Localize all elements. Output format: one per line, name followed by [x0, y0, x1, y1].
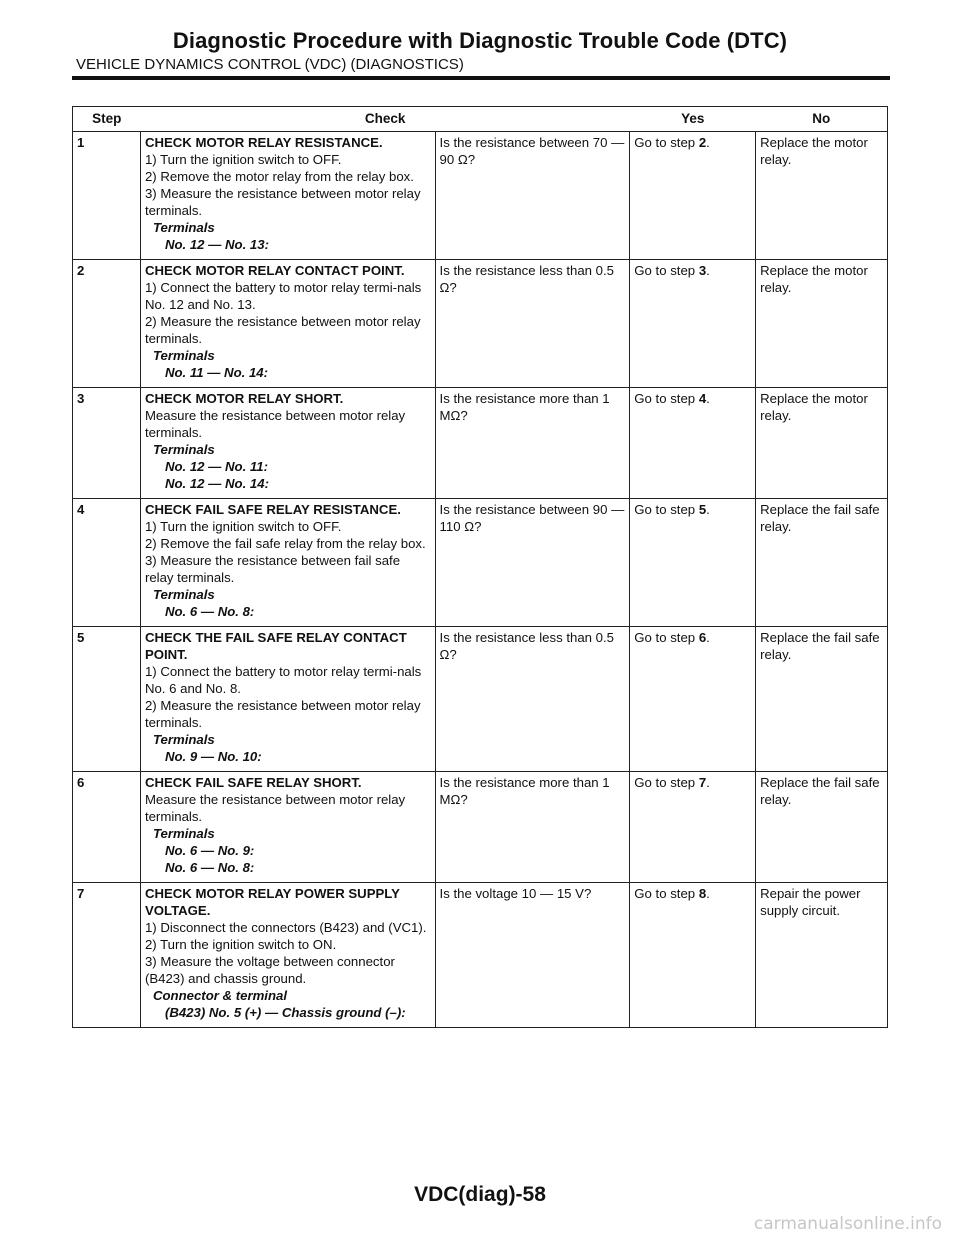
step-instruction: 2) Measure the resistance between motor relay terminals.	[144, 698, 421, 730]
terminal-pair: (B423) No. 5 (+) — Chassis ground (–):	[164, 1005, 406, 1020]
yes-suffix: .	[706, 135, 710, 150]
next-step-number: 4	[698, 391, 707, 406]
next-step-number: 5	[698, 502, 707, 517]
step-number-cell	[73, 388, 141, 499]
check-cell: Is the resistance between 90 — 110 Ω?	[435, 499, 630, 627]
step-number: 4	[77, 502, 85, 517]
step-title: CHECK FAIL SAFE RELAY SHORT.	[144, 775, 362, 790]
table-header-row	[73, 107, 888, 132]
step-instruction: 2) Measure the resistance between motor relay terminals.	[144, 314, 421, 346]
yes-suffix: .	[706, 263, 710, 278]
column-header-step: Step	[73, 107, 141, 132]
yes-cell	[630, 627, 756, 772]
step-number: 3	[77, 391, 85, 406]
yes-suffix: .	[706, 502, 710, 517]
yes-suffix: .	[706, 630, 710, 645]
step-title: CHECK FAIL SAFE RELAY RESISTANCE.	[144, 502, 401, 517]
step-number: 1	[77, 135, 85, 150]
step-number-cell	[73, 260, 141, 388]
step-number-cell	[73, 499, 141, 627]
step-number-cell	[73, 627, 141, 772]
yes-prefix: Go to step	[634, 391, 699, 406]
no-cell: Repair the power supply circuit.	[756, 883, 888, 1028]
step-number: 6	[77, 775, 85, 790]
step-instruction: 1) Turn the ignition switch to OFF.	[144, 519, 342, 534]
yes-cell	[630, 260, 756, 388]
step-number-cell	[73, 132, 141, 260]
diagnostic-table	[72, 106, 888, 1028]
yes-prefix: Go to step	[634, 886, 699, 901]
step-title: CHECK MOTOR RELAY CONTACT POINT.	[144, 263, 405, 278]
yes-cell	[630, 499, 756, 627]
watermark: carmanualsonline.info	[753, 1214, 942, 1234]
step-description-cell	[140, 883, 435, 1028]
step-description-cell	[140, 499, 435, 627]
terminals-label: Terminals	[152, 587, 215, 602]
table-row	[73, 388, 888, 499]
step-instruction: 2) Turn the ignition switch to ON.	[144, 937, 337, 952]
terminal-pair: No. 12 — No. 14:	[164, 476, 269, 491]
step-instruction: 1) Turn the ignition switch to OFF.	[144, 152, 342, 167]
check-cell: Is the resistance less than 0.5 Ω?	[435, 627, 630, 772]
terminal-pair: No. 6 — No. 9:	[164, 843, 255, 858]
terminals-label: Connector & terminal	[152, 988, 288, 1003]
step-instruction: 3) Measure the resistance between fail safe relay terminals.	[144, 553, 401, 585]
step-instruction: Measure the resistance between motor relay terminals.	[144, 408, 406, 440]
terminals-label: Terminals	[152, 442, 215, 457]
step-title: CHECK MOTOR RELAY RESISTANCE.	[144, 135, 383, 150]
yes-cell	[630, 388, 756, 499]
step-instruction: 1) Disconnect the connectors (B423) and (VC1).	[144, 920, 427, 935]
check-cell: Is the resistance more than 1 MΩ?	[435, 388, 630, 499]
yes-prefix: Go to step	[634, 263, 699, 278]
terminals-label: Terminals	[152, 826, 215, 841]
step-instruction: 3) Measure the voltage between connector (B423) and chassis ground.	[144, 954, 395, 986]
table-row	[73, 772, 888, 883]
terminal-pair: No. 6 — No. 8:	[164, 604, 255, 619]
yes-cell	[630, 132, 756, 260]
next-step-number: 8	[698, 886, 707, 901]
section-subtitle: VEHICLE DYNAMICS CONTROL (VDC) (DIAGNOSTICS)	[76, 56, 464, 73]
next-step-number: 3	[698, 263, 707, 278]
step-description-cell	[140, 772, 435, 883]
no-cell: Replace the fail safe relay.	[756, 772, 888, 883]
terminal-pair: No. 12 — No. 11:	[164, 459, 269, 474]
page-header	[0, 0, 960, 73]
terminal-pair: No. 11 — No. 14:	[164, 365, 269, 380]
step-number: 2	[77, 263, 85, 278]
table-row	[73, 627, 888, 772]
no-cell: Replace the motor relay.	[756, 132, 888, 260]
terminal-pair: No. 9 — No. 10:	[164, 749, 262, 764]
check-cell: Is the voltage 10 — 15 V?	[435, 883, 630, 1028]
step-number-cell	[73, 883, 141, 1028]
column-header-no: No	[756, 107, 888, 132]
yes-suffix: .	[706, 391, 710, 406]
step-description-cell	[140, 260, 435, 388]
yes-prefix: Go to step	[634, 630, 699, 645]
step-title: CHECK MOTOR RELAY SHORT.	[144, 391, 344, 406]
table-row	[73, 132, 888, 260]
header-divider	[72, 76, 890, 80]
step-title: CHECK THE FAIL SAFE RELAY CONTACT POINT.	[144, 630, 407, 662]
terminal-pair: No. 12 — No. 13:	[164, 237, 269, 252]
terminal-pair: No. 6 — No. 8:	[164, 860, 255, 875]
step-instruction: 2) Remove the fail safe relay from the relay box.	[144, 536, 426, 551]
page-title: Diagnostic Procedure with Diagnostic Trouble Code (DTC)	[172, 28, 788, 53]
table-row	[73, 883, 888, 1028]
yes-suffix: .	[706, 886, 710, 901]
column-header-yes: Yes	[630, 107, 756, 132]
step-number-cell	[73, 772, 141, 883]
check-cell: Is the resistance less than 0.5 Ω?	[435, 260, 630, 388]
no-cell: Replace the fail safe relay.	[756, 627, 888, 772]
step-title: CHECK MOTOR RELAY POWER SUPPLY VOLTAGE.	[144, 886, 400, 918]
yes-cell	[630, 883, 756, 1028]
check-cell: Is the resistance more than 1 MΩ?	[435, 772, 630, 883]
terminals-label: Terminals	[152, 220, 215, 235]
check-cell: Is the resistance between 70 — 90 Ω?	[435, 132, 630, 260]
step-instruction: 1) Connect the battery to motor relay termi-nals No. 12 and No. 13.	[144, 280, 422, 312]
terminals-label: Terminals	[152, 732, 215, 747]
page-number: VDC(diag)-58	[414, 1183, 546, 1206]
yes-prefix: Go to step	[634, 135, 699, 150]
step-instruction: 2) Remove the motor relay from the relay box.	[144, 169, 414, 184]
yes-cell	[630, 772, 756, 883]
step-description-cell	[140, 388, 435, 499]
step-instruction: Measure the resistance between motor relay terminals.	[144, 792, 406, 824]
yes-suffix: .	[706, 775, 710, 790]
next-step-number: 2	[698, 135, 707, 150]
step-number: 7	[77, 886, 85, 901]
step-description-cell	[140, 132, 435, 260]
terminals-label: Terminals	[152, 348, 215, 363]
no-cell: Replace the motor relay.	[756, 388, 888, 499]
yes-prefix: Go to step	[634, 775, 699, 790]
column-header-check: Check	[140, 107, 629, 132]
no-cell: Replace the motor relay.	[756, 260, 888, 388]
step-instruction: 1) Connect the battery to motor relay termi-nals No. 6 and No. 8.	[144, 664, 422, 696]
table-row	[73, 499, 888, 627]
table-row	[73, 260, 888, 388]
next-step-number: 6	[698, 630, 707, 645]
step-description-cell	[140, 627, 435, 772]
yes-prefix: Go to step	[634, 502, 699, 517]
step-number: 5	[77, 630, 85, 645]
step-instruction: 3) Measure the resistance between motor relay terminals.	[144, 186, 421, 218]
next-step-number: 7	[698, 775, 707, 790]
no-cell: Replace the fail safe relay.	[756, 499, 888, 627]
